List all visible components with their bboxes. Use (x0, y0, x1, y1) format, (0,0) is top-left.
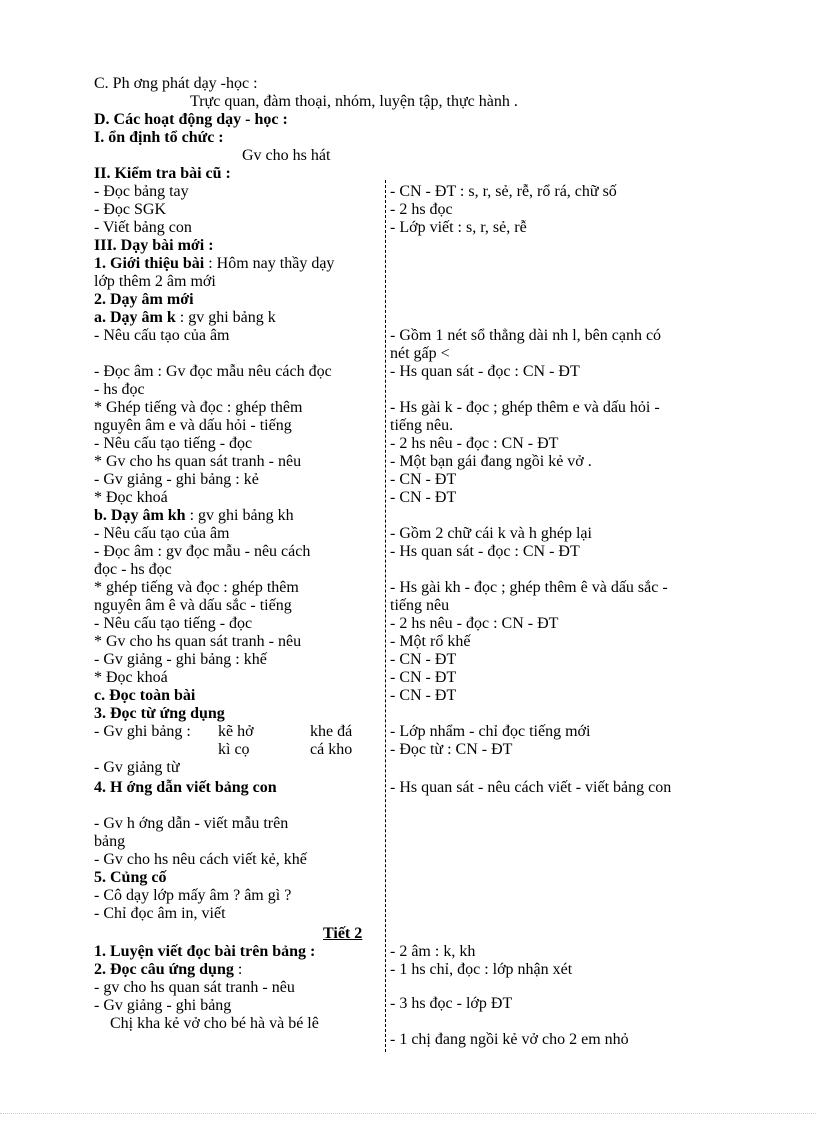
whole-reading-heading: c. Đọc toàn bài (94, 687, 196, 704)
kh-right-3: - Hs gài kh - đọc ; ghép thêm ê và dấu sắc - (390, 579, 668, 596)
part1-heading: I. ổn định tổ chức : (94, 129, 224, 146)
k-right-3: - Hs quan sát - đọc : CN - ĐT (390, 363, 580, 380)
part1-text: Gv cho hs hát (242, 147, 331, 164)
consolidate-heading: 5. Củng cố (94, 869, 167, 886)
new-sound-heading: 2. Dạy âm mới (94, 291, 194, 308)
section-d-heading: D. Các hoạt động dạy - học : (94, 111, 288, 128)
applied-words-right-2: - Đọc từ : CN - ĐT (390, 741, 513, 758)
applied-words-heading: 3. Đọc từ ứng dụng (94, 705, 225, 722)
writing-left-1: - Gv h ớng dẫn - viết mẫu trên (94, 815, 289, 832)
period2-line-1: 1. Luyện viết đọc bài trên bảng : (94, 943, 316, 960)
intro-label: 1. Giới thiệu bài (94, 255, 205, 272)
applied-words-explain: - Gv giảng từ (94, 759, 180, 776)
kh-left-5: nguyên âm ê và dấu sắc - tiếng (94, 597, 292, 614)
kh-right-2: - Hs quan sát - đọc : CN - ĐT (390, 543, 580, 560)
section-c-heading: C. Ph ơng phát dạy -học : (94, 75, 258, 92)
kh-left-4: * ghép tiếng và đọc : ghép thêm (94, 579, 299, 596)
part2-left-3: - Viết bảng con (94, 219, 192, 236)
sound-k-label-rest: : gv ghi bảng k (179, 309, 276, 326)
k-right-1: - Gồm 1 nét sổ thẳng dài nh l, bên cạnh có (390, 327, 662, 344)
k-left-2: - Đọc âm : Gv đọc mẫu nêu cách đọc (94, 363, 332, 380)
k-right-7: - Một bạn gái đang ngồi kẻ vở . (390, 453, 592, 470)
kh-right-5: - 2 hs nêu - đọc : CN - ĐT (390, 615, 559, 632)
kh-left-6: - Nêu cấu tạo tiếng - đọc (94, 615, 253, 632)
writing-right: - Hs quan sát - nêu cách viết - viết bảng con (390, 779, 672, 796)
kh-left-7: * Gv cho hs quan sát tranh - nêu (94, 633, 302, 650)
kh-right-4: tiếng nêu (390, 597, 450, 614)
page-bottom-rule (0, 1113, 816, 1114)
k-left-5: nguyên âm e và dấu hỏi - tiếng (94, 417, 292, 434)
sound-kh-label-rest: : gv ghi bảng kh (189, 507, 294, 524)
period2-line-5: Chị kha kẻ vở cho bé hà và bé lê (110, 1015, 319, 1032)
kh-left-2: - Đọc âm : gv đọc mẫu - nêu cách (94, 543, 311, 560)
part2-right-3: - Lớp viết : s, r, sẻ, rễ (390, 219, 527, 236)
consolidate-1: - Cô dạy lớp mấy âm ? âm gì ? (94, 887, 292, 904)
consolidate-2: - Chỉ đọc âm in, viết (94, 905, 226, 922)
k-right-9: - CN - ĐT (390, 489, 457, 506)
part2-right-2: - 2 hs đọc (390, 201, 453, 218)
applied-word-1: kẽ hở (218, 723, 254, 740)
k-left-4: * Ghép tiếng và đọc : ghép thêm (94, 399, 303, 416)
part2-right-1: - CN - ĐT : s, r, sẻ, rễ, rổ rá, chữ số (390, 183, 617, 200)
intro-text-2: lớp thêm 2 âm mới (94, 273, 216, 290)
intro-text: : Hôm nay thầy dạy (208, 255, 335, 272)
intro-line (94, 255, 334, 273)
k-right-2: nét gấp < (390, 345, 450, 362)
part3-heading: III. Dạy bài mới : (94, 237, 214, 254)
writing-left-2: bảng (94, 833, 126, 850)
writing-heading: 4. H ớng dẫn viết bảng con (94, 779, 277, 796)
applied-word-4: cá kho (310, 741, 353, 758)
whole-reading-right: - CN - ĐT (390, 687, 457, 704)
k-right-4: - Hs gài k - đọc ; ghép thêm e và dấu hỏi - (390, 399, 660, 416)
applied-word-2: khe đá (310, 723, 353, 740)
k-left-9: * Đọc khoá (94, 489, 168, 506)
period2-line-3: - gv cho hs quan sát tranh - nêu (94, 979, 295, 996)
k-right-6: - 2 hs nêu - đọc : CN - ĐT (390, 435, 559, 452)
column-divider (385, 180, 386, 1052)
kh-left-8: - Gv giảng - ghi bảng : khế (94, 651, 267, 668)
part2-heading: II. Kiểm tra bài cũ : (94, 165, 231, 182)
k-left-1: - Nêu cấu tạo của âm (94, 327, 230, 344)
sound-kh-label: b. Dạy âm kh (94, 507, 186, 524)
k-left-6: - Nêu cấu tạo tiếng - đọc (94, 435, 253, 452)
k-left-3: - hs đọc (94, 381, 145, 398)
applied-words-label: - Gv ghi bảng : (94, 723, 191, 740)
writing-left-3: - Gv cho hs nêu cách viết kẻ, khế (94, 851, 307, 868)
sound-k-label: a. Dạy âm k (94, 309, 176, 326)
kh-left-1: - Nêu cấu tạo của âm (94, 525, 230, 542)
period2-line-2 (94, 961, 242, 979)
period2-right-2: - 1 hs chỉ, đọc : lớp nhận xét (390, 961, 573, 978)
part2-left-2: - Đọc SGK (94, 201, 166, 218)
period2-line-4: - Gv giảng - ghi bảng (94, 997, 232, 1014)
k-left-7: * Gv cho hs quan sát tranh - nêu (94, 453, 302, 470)
kh-right-1: - Gồm 2 chữ cái k và h ghép lại (390, 525, 592, 542)
kh-left-9: * Đọc khoá (94, 669, 168, 686)
applied-word-3: kì cọ (218, 741, 250, 758)
kh-right-8: - CN - ĐT (390, 669, 457, 686)
kh-right-7: - CN - ĐT (390, 651, 457, 668)
period2-right-4: - 1 chị đang ngồi kẻ vở cho 2 em nhỏ (390, 1031, 629, 1048)
k-right-8: - CN - ĐT (390, 471, 457, 488)
applied-words-right-1: - Lớp nhẩm - chỉ đọc tiếng mới (390, 723, 591, 740)
sound-k-line (94, 309, 276, 327)
period2-right-1: - 2 âm : k, kh (390, 943, 476, 960)
part2-left-1: - Đọc bảng tay (94, 183, 189, 200)
kh-left-3: đọc - hs đọc (94, 561, 172, 578)
k-left-8: - Gv giảng - ghi bảng : kẻ (94, 471, 259, 488)
kh-right-6: - Một rổ khế (390, 633, 471, 650)
k-right-5: tiếng nêu. (390, 417, 454, 434)
period2-line-2-rest: : (237, 961, 243, 978)
period2-heading: Tiết 2 (323, 925, 363, 942)
period2-line-2-label: 2. Đọc câu ứng dụng (94, 961, 234, 978)
period2-right-3: - 3 hs đọc - lớp ĐT (390, 995, 513, 1012)
teaching-methods: Trực quan, đàm thoại, nhóm, luyện tập, thực hành . (190, 93, 518, 110)
sound-kh-line (94, 507, 294, 525)
